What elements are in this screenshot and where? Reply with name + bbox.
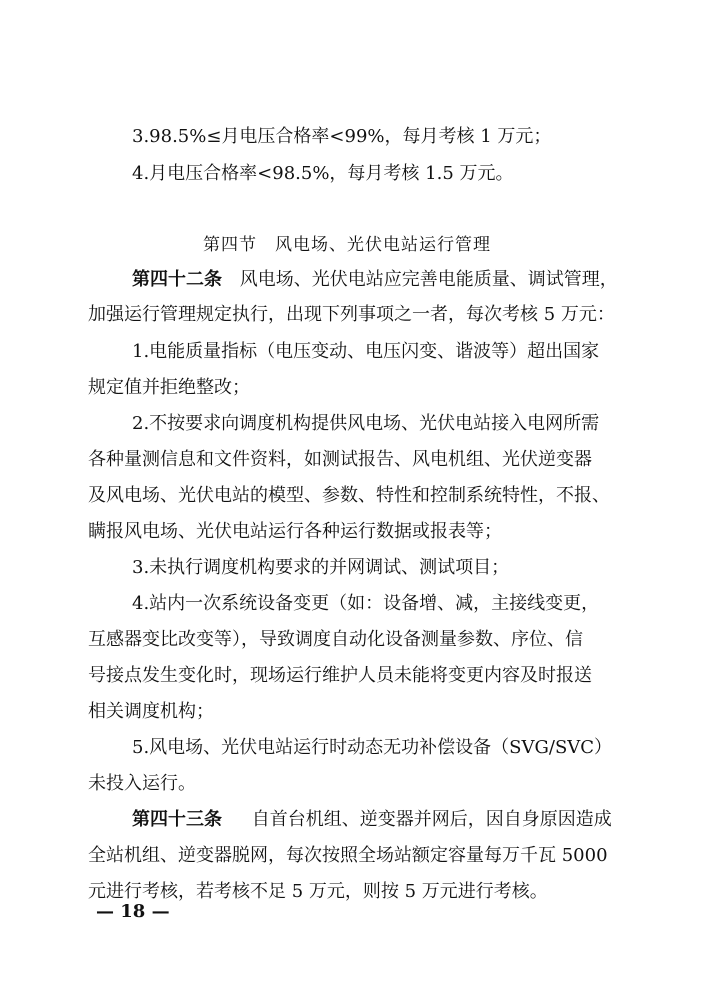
item-1-line-2: 规定值并拒绝整改； (88, 377, 250, 398)
item-2-line-1: 2.不按要求向调度机构提供风电场、光伏电站接入电网所需 (132, 413, 600, 434)
clause-3-line: 3.98.5%≤月电压合格率<99%，每月考核 1 万元； (132, 126, 552, 147)
item-2-line-2: 各种量测信息和文件资料，如测试报告、风电机组、光伏逆变器 (88, 449, 592, 470)
item-4-line-3: 号接点发生变化时，现场运行维护人员未能将变更内容及时报送 (88, 665, 592, 686)
item-4-line-2: 互感器变比改变等），导致调度自动化设备测量参数、序位、信 (88, 629, 583, 650)
article-42-label: 第四十二条 (132, 269, 222, 290)
page-number: — 18 — (96, 901, 170, 922)
item-5-line-2: 未投入运行。 (88, 773, 196, 794)
clause-4-line: 4.月电压合格率<98.5%，每月考核 1.5 万元。 (132, 163, 514, 184)
article-42-text-1: 风电场、光伏电站应完善电能质量、调试管理， (239, 269, 618, 290)
article-42-text-2: 加强运行管理规定执行，出现下列事项之一者，每次考核 5 万元： (88, 304, 615, 325)
article-43-text-2: 全站机组、逆变器脱网，每次按照全场站额定容量每万千瓦 5000 (88, 845, 608, 866)
article-43-first-line (132, 808, 612, 832)
article-43-label: 第四十三条 (132, 809, 222, 830)
item-5-line-1: 5.风电场、光伏电站运行时动态无功补偿设备（SVG/SVC） (132, 737, 613, 758)
item-1-line-1: 1.电能质量指标（电压变动、电压闪变、谐波等）超出国家 (132, 341, 600, 362)
item-4-line-1: 4.站内一次系统设备变更（如：设备增、减，主接线变更， (132, 593, 600, 614)
item-3-line-1: 3.未执行调度机构要求的并网调试、测试项目； (132, 557, 510, 578)
item-4-line-4: 相关调度机构； (88, 701, 214, 722)
article-43-text-3: 元进行考核，若考核不足 5 万元，则按 5 万元进行考核。 (88, 881, 548, 902)
section-heading: 第四节 风电场、光伏电站运行管理 (203, 235, 491, 255)
article-43-text-1: 自首台机组、逆变器并网后，因自身原因造成 (251, 809, 612, 830)
item-2-line-4: 瞒报风电场、光伏电站运行各种运行数据或报表等； (88, 521, 502, 542)
item-2-line-3: 及风电场、光伏电站的模型、参数、特性和控制系统特性，不报、 (88, 485, 610, 506)
article-42-first-line (132, 268, 618, 292)
